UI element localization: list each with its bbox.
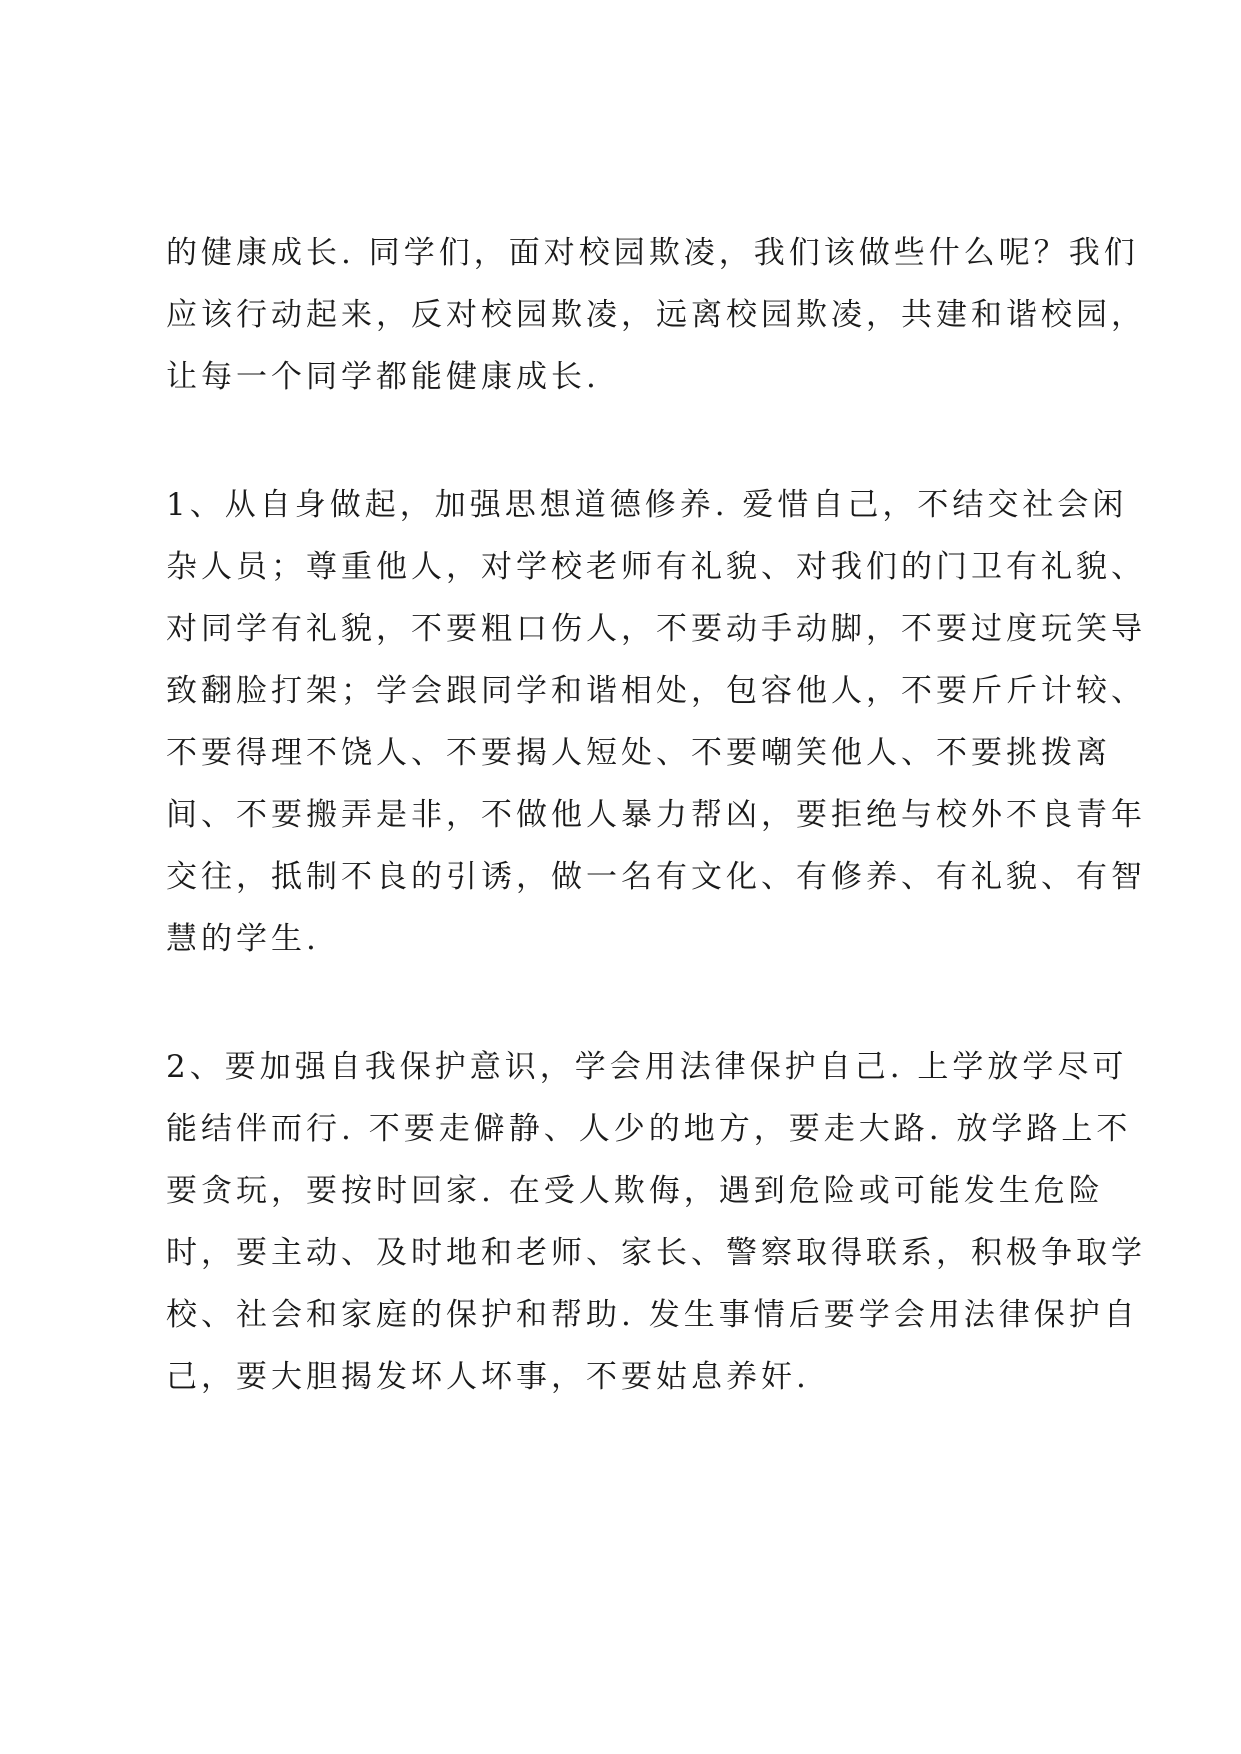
text-line: 间、不要搬弄是非，不做他人暴力帮凶，要拒绝与校外不良青年 <box>166 797 1146 833</box>
text-line: 不要得理不饶人、不要揭人短处、不要嘲笑他人、不要挑拨离 <box>166 735 1111 771</box>
text-line: 对同学有礼貌，不要粗口伤人，不要动手动脚，不要过度玩笑导 <box>166 611 1146 647</box>
paragraph-intro <box>166 222 1146 408</box>
text-line: 慧的学生. <box>166 921 320 957</box>
paragraph-spacer <box>166 408 1096 474</box>
text-line: 的健康成长. 同学们，面对校园欺凌，我们该做些什么呢？我们 <box>166 235 1139 271</box>
text-line: 1、从自身做起，加强思想道德修养. 爱惜自己，不结交社会闲 <box>166 487 1128 523</box>
text-line: 让每一个同学都能健康成长. <box>166 359 600 395</box>
text-line: 2、要加强自我保护意识，学会用法律保护自己. 上学放学尽可 <box>166 1049 1128 1085</box>
text-line: 时，要主动、及时地和老师、家长、警察取得联系，积极争取学 <box>166 1235 1146 1271</box>
paragraph-point-1 <box>166 474 1146 970</box>
text-line: 要贪玩，要按时回家. 在受人欺侮，遇到危险或可能发生危险 <box>166 1173 1104 1209</box>
text-line: 能结伴而行. 不要走僻静、人少的地方，要走大路. 放学路上不 <box>166 1111 1132 1147</box>
text-line: 应该行动起来，反对校园欺凌，远离校园欺凌，共建和谐校园， <box>166 297 1146 333</box>
paragraph-point-2 <box>166 1036 1146 1408</box>
paragraph-spacer <box>166 970 1096 1036</box>
document-body <box>166 222 1146 1408</box>
text-line: 杂人员；尊重他人，对学校老师有礼貌、对我们的门卫有礼貌、 <box>166 549 1146 585</box>
text-line: 交往，抵制不良的引诱，做一名有文化、有修养、有礼貌、有智 <box>166 859 1146 895</box>
text-line: 校、社会和家庭的保护和帮助. 发生事情后要学会用法律保护自 <box>166 1297 1139 1333</box>
text-line: 己，要大胆揭发坏人坏事，不要姑息养奸. <box>166 1359 810 1395</box>
text-line: 致翻脸打架；学会跟同学和谐相处，包容他人，不要斤斤计较、 <box>166 673 1146 709</box>
